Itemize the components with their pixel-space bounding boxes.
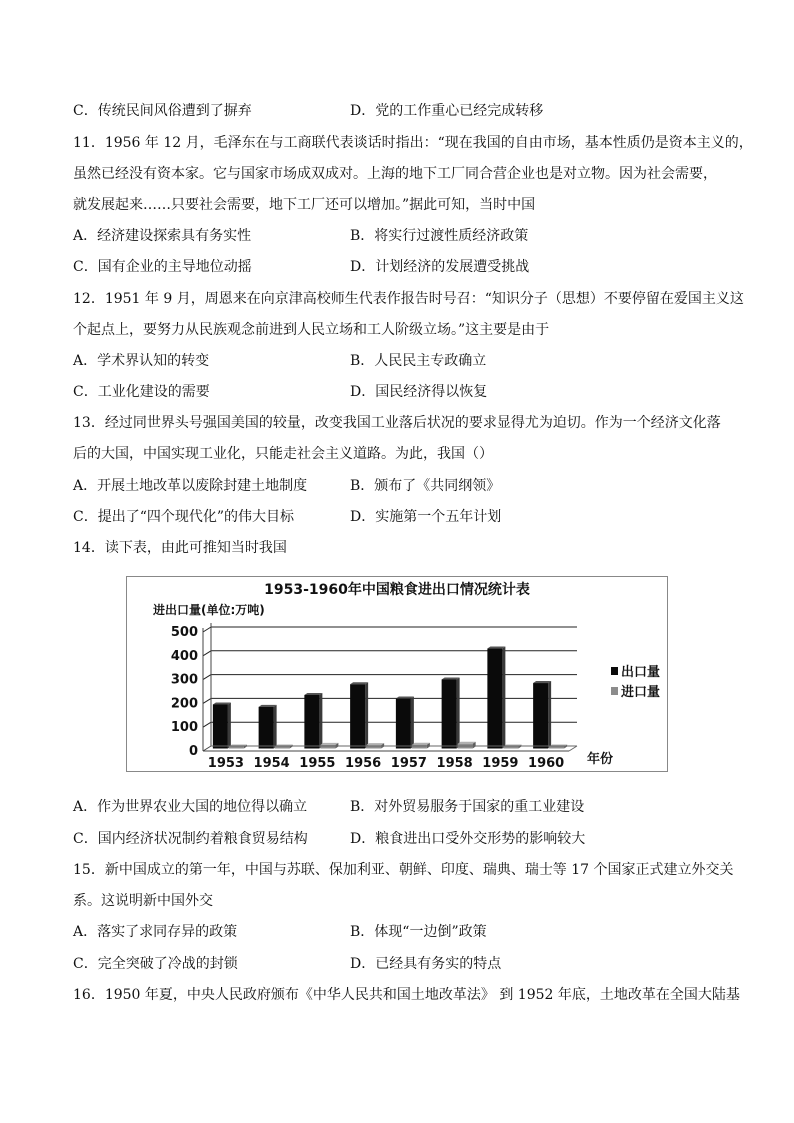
bar-top (442, 677, 460, 679)
q12-option-d: D．国民经济得以恢复 (350, 384, 488, 400)
gridline-edge (203, 627, 211, 632)
q11-stem-line1: 11．1956 年 12 月，毛泽东在与工商联代表谈话时指出：“现在我国的自由市场，基本性质仍是资本主义的， (73, 135, 753, 151)
bar-import-1957 (412, 745, 427, 749)
q14-stem: 14．读下表，由此可推知当时我国 (73, 540, 287, 556)
chart-xlabel: 年份 (587, 752, 614, 767)
gridline-edge (203, 698, 211, 703)
bar-export-1956 (350, 684, 365, 748)
q16-stem-line1: 16．1950 年夏，中央人民政府颁布《中华人民共和国土地改革法》 到 1952 年底，土地改革在全国大陆基 (73, 987, 740, 1003)
legend-label: 进口量 (621, 685, 661, 700)
bar-top (533, 681, 551, 683)
q13-option-a: A．开展土地改革以废除封建土地制度 (73, 478, 308, 494)
bar-top (487, 647, 505, 649)
q15-option-a: A．落实了求同存异的政策 (73, 924, 238, 940)
bar-top (412, 743, 430, 745)
q14-option-c: C．国内经济状况制约着粮食贸易结构 (73, 831, 308, 847)
q10-option-d: D．党的工作重心已经完成转移 (350, 103, 544, 119)
legend-label: 出口量 (621, 665, 661, 680)
x-tick-label: 1958 (436, 756, 473, 771)
x-tick-label: 1960 (528, 756, 565, 771)
bar-side (365, 682, 368, 748)
q15-option-b: B．体现“一边倒”政策 (350, 924, 487, 940)
q13-stem-line1: 13．经过同世界头号强国美国的较量，改变我国工业落后状况的要求显得尤为迫切。作为一个经济文化落 (73, 415, 721, 431)
legend-swatch (611, 687, 618, 695)
bar-import-1960 (549, 747, 564, 749)
y-tick-label: 500 (170, 625, 198, 640)
y-tick-label: 0 (188, 744, 198, 759)
gridline-edge (203, 651, 211, 656)
bar-side (228, 702, 231, 748)
q11-stem-line3: 就发展起来……只要社会需要，地下工厂还可以增加。”据此可知，当时中国 (73, 197, 536, 213)
q14-option-d: D．粮食进出口受外交形势的影响较大 (350, 831, 586, 847)
x-tick-label: 1957 (390, 756, 427, 771)
q12-option-c: C．工业化建设的需要 (73, 384, 210, 400)
q12-option-a: A．学术界认知的转变 (73, 353, 210, 369)
q11-option-b: B．将实行过渡性质经济政策 (350, 228, 529, 244)
q11-option-d: D．计划经济的发展遭受挑战 (350, 259, 530, 275)
q14-option-a: A．作为世界农业大国的地位得以确立 (73, 799, 308, 815)
y-tick-label: 100 (170, 720, 198, 736)
q13-option-b: B．颁布了《共同纲领》 (350, 478, 501, 494)
q10-option-c: C．传统民间风俗遭到了摒弃 (73, 103, 252, 119)
q12-option-b: B．人民民主专政确立 (350, 353, 487, 369)
x-tick-label: 1956 (345, 756, 382, 771)
chart-svg (127, 577, 667, 771)
q15-option-d: D．已经具有务实的特点 (350, 956, 502, 972)
q11-stem-line2: 虽然已经没有资本家。它与国家市场成双成对。上海的地下工厂同合营企业也是对立物。因为社会需要， (73, 166, 717, 182)
bar-top (458, 742, 476, 744)
legend-swatch (611, 667, 618, 675)
q15-stem-line2: 系。这说明新中国外交 (73, 893, 213, 909)
bar-top (366, 743, 384, 745)
gridline-edge (203, 675, 211, 680)
y-tick-label: 400 (170, 648, 198, 664)
bar-import-1955 (320, 745, 335, 749)
q11-option-c: C．国有企业的主导地位动摇 (73, 259, 252, 275)
x-tick-label: 1954 (253, 756, 290, 771)
bar-top (213, 702, 231, 704)
x-tick-label: 1953 (207, 756, 244, 771)
q13-option-c: C．提出了“四个现代化”的伟大目标 (73, 509, 295, 525)
q15-stem-line1: 15．新中国成立的第一年，中国与苏联、保加利亚、朝鲜、印度、瑞典、瑞士等 17 个国家正式建立外交关 (73, 862, 734, 878)
bar-top (259, 705, 277, 707)
bar-top (350, 682, 368, 684)
chart-title: 1953-1960年中国粮食进出口情况统计表 (264, 582, 530, 598)
bar-top (320, 743, 338, 745)
bar-side (457, 677, 460, 748)
q13-option-d: D．实施第一个五年计划 (350, 509, 502, 525)
gridline-edge (203, 722, 211, 727)
bar-side (548, 681, 551, 748)
q12-stem-line1: 12．1951 年 9 月，周恩来在向京津高校师生代表作报告时号召：“知识分子（思想）不要停留在爱国主义这 (73, 291, 744, 307)
bar-export-1957 (396, 699, 411, 749)
q15-option-c: C．完全突破了冷战的封锁 (73, 956, 238, 972)
bar-export-1960 (533, 683, 548, 748)
bar-side (274, 705, 277, 749)
bar-top (396, 697, 414, 699)
grain-trade-chart (126, 576, 668, 772)
q14-option-b: B．对外贸易服务于国家的重工业建设 (350, 799, 585, 815)
bar-export-1953 (213, 704, 228, 748)
bar-export-1959 (487, 649, 502, 749)
bar-import-1959 (503, 747, 518, 749)
x-tick-label: 1959 (482, 756, 519, 771)
chart-ylabel: 进出口量(单位:万吨) (153, 603, 265, 617)
y-tick-label: 300 (170, 672, 198, 688)
x-tick-label: 1955 (299, 756, 336, 771)
bar-side (411, 697, 414, 749)
q13-stem-line2: 后的大国，中国实现工业化，只能走社会主义道路。为此，我国（） (73, 446, 493, 462)
bar-import-1953 (229, 747, 244, 749)
bar-side (319, 693, 322, 749)
q12-stem-line2: 个起点上，要努力从民族观念前进到人民立场和工人阶级立场。”这主要是由于 (73, 322, 550, 338)
bar-export-1954 (259, 707, 274, 749)
bar-export-1958 (442, 679, 457, 748)
y-tick-label: 200 (170, 696, 198, 712)
bar-side (502, 647, 505, 749)
bar-import-1954 (275, 747, 290, 749)
bar-top (304, 693, 322, 695)
bar-export-1955 (304, 695, 319, 749)
q11-option-a: A．经济建设探索具有务实性 (73, 228, 252, 244)
